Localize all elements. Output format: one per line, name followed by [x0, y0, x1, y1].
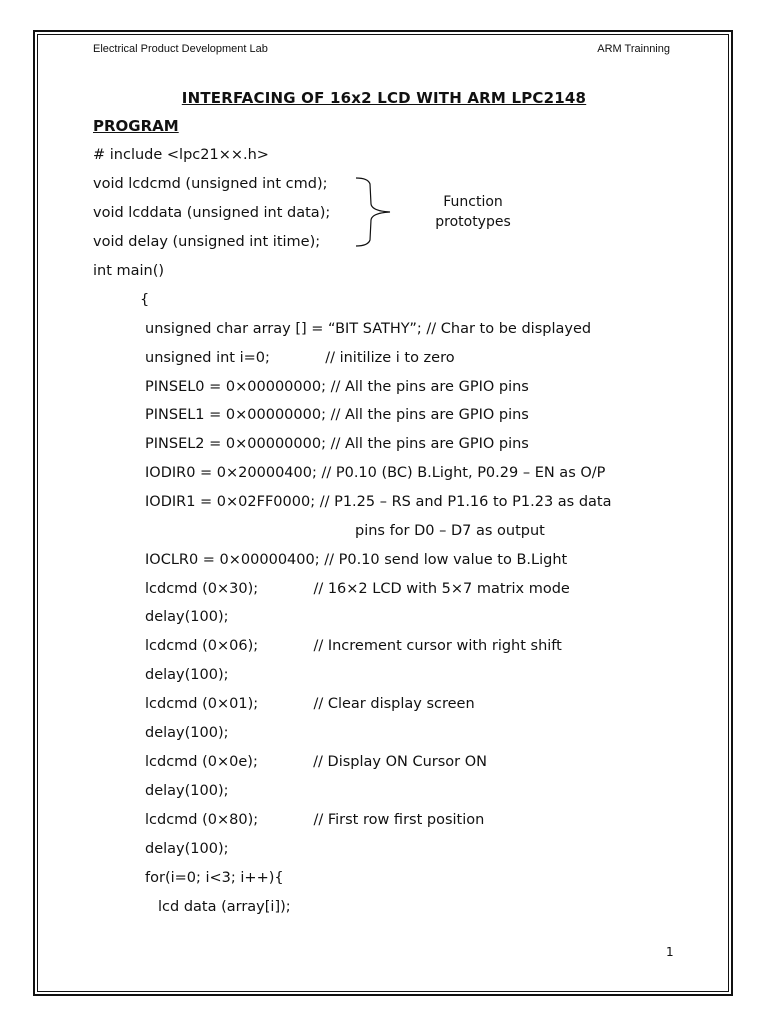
annotation-line: Function [443, 194, 503, 210]
code-line: delay(100); [145, 841, 229, 857]
code-line: PINSEL1 = 0×00000000; // All the pins are GPIO pins [145, 407, 529, 423]
page-number: 1 [666, 945, 674, 959]
code-line: { [140, 292, 150, 308]
curly-brace-icon [354, 176, 394, 248]
header-left: Electrical Product Development Lab [93, 43, 268, 55]
code-line: void lcdcmd (unsigned int cmd); [93, 176, 328, 192]
code-line: lcdcmd (0×01); // Clear display screen [145, 696, 475, 712]
function-prototypes-annotation [408, 192, 538, 232]
code-line: delay(100); [145, 667, 229, 683]
code-line: PINSEL2 = 0×00000000; // All the pins are GPIO pins [145, 436, 529, 452]
code-line: lcdcmd (0×80); // First row first position [145, 812, 485, 828]
code-line: for(i=0; i<3; i++){ [145, 870, 284, 886]
code-line: void lcddata (unsigned int data); [93, 205, 331, 221]
code-line: unsigned int i=0; // initilize i to zero [145, 350, 455, 366]
code-line: pins for D0 – D7 as output [355, 523, 545, 539]
code-line: PINSEL0 = 0×00000000; // All the pins are GPIO pins [145, 379, 529, 395]
code-line: int main() [93, 263, 165, 279]
code-line: void delay (unsigned int itime); [93, 234, 321, 250]
code-line: lcdcmd (0×30); // 16×2 LCD with 5×7 matrix mode [145, 581, 570, 597]
code-line: delay(100); [145, 725, 229, 741]
page-title: INTERFACING OF 16x2 LCD WITH ARM LPC2148 [181, 89, 587, 107]
code-line: lcdcmd (0×06); // Increment cursor with right shift [145, 638, 562, 654]
code-line: IOCLR0 = 0×00000400; // P0.10 send low value to B.Light [145, 552, 568, 568]
code-line: unsigned char array [] = “BIT SATHY”; // Char to be displayed [145, 321, 592, 337]
code-line: # include <lpc21××.h> [93, 147, 269, 163]
code-line: lcd data (array[i]); [158, 899, 291, 915]
code-line: delay(100); [145, 783, 229, 799]
annotation-line: prototypes [435, 214, 511, 230]
code-line: IODIR1 = 0×02FF0000; // P1.25 – RS and P1.16 to P1.23 as data [145, 494, 612, 510]
code-line: delay(100); [145, 609, 229, 625]
header-right: ARM Trainning [597, 43, 670, 55]
code-line: IODIR0 = 0×20000400; // P0.10 (BC) B.Light, P0.29 – EN as O/P [145, 465, 606, 481]
section-heading: PROGRAM [93, 117, 179, 135]
code-line: lcdcmd (0×0e); // Display ON Cursor ON [145, 754, 487, 770]
